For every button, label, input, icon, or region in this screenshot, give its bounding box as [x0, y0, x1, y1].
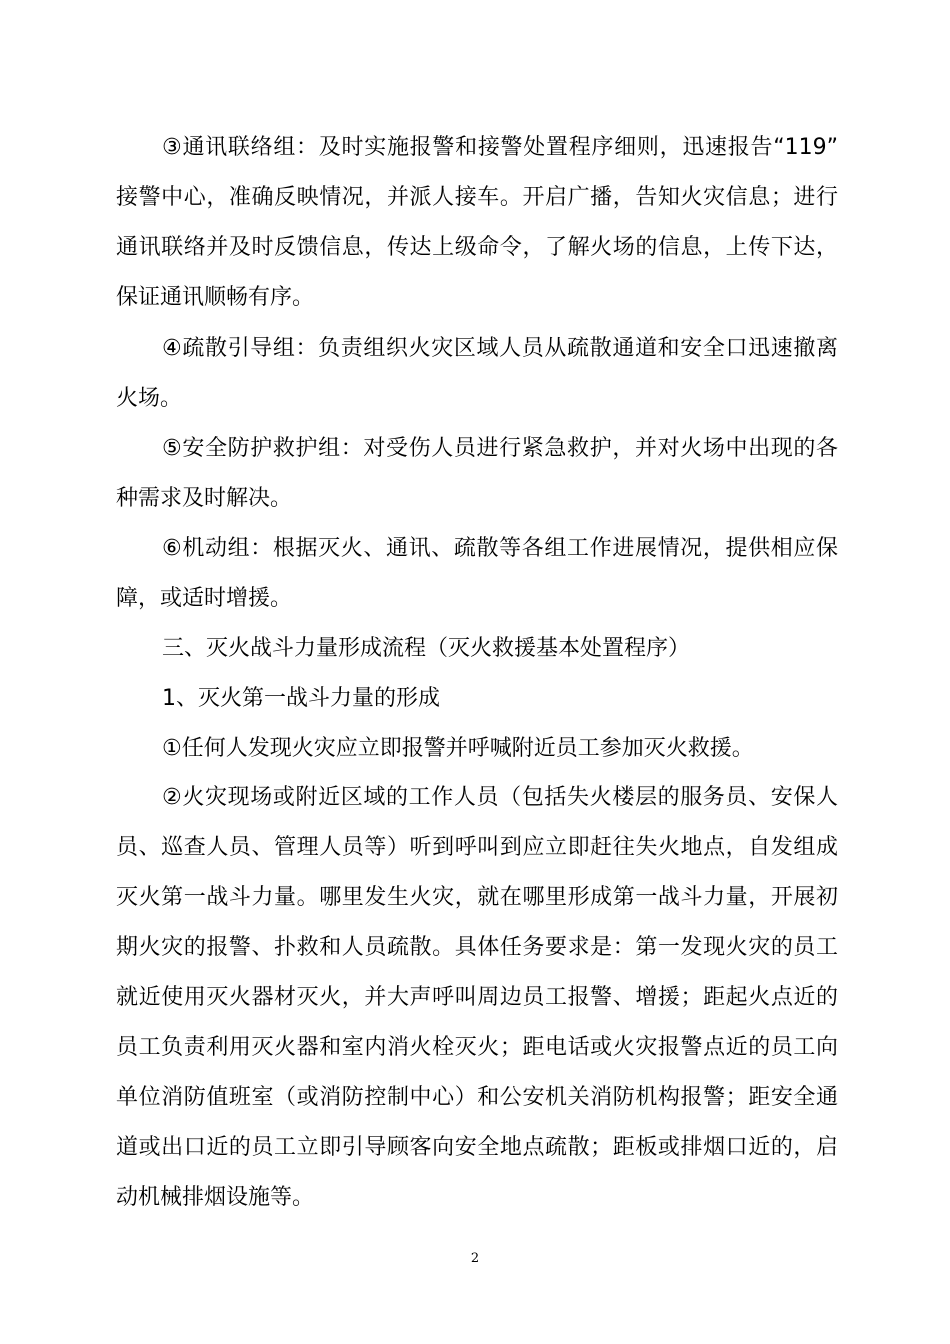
- section-heading: 三、灭火战斗力量形成流程（灭火救援基本处置程序）: [162, 636, 691, 661]
- paragraph-line: 就近使用灭火器材灭火，并大声呼叫周边员工报警、增援；距起火点近的: [116, 985, 838, 1010]
- subsection-heading: 1、灭火第一战斗力量的形成: [162, 686, 440, 711]
- paragraph-line: 障，或适时增援。: [116, 586, 293, 611]
- paragraph-line: 动机械排烟设施等。: [116, 1185, 315, 1210]
- paragraph-line: ①任何人发现火灾应立即报警并呼喊附近员工参加灭火救援。: [162, 736, 754, 761]
- paragraph-line: 灭火第一战斗力量。哪里发生火灾，就在哪里形成第一战斗力量，开展初: [116, 885, 838, 910]
- paragraph-line: ⑥机动组：根据灭火、通讯、疏散等各组工作进展情况，提供相应保: [162, 536, 838, 561]
- page-number: 2: [470, 1251, 480, 1266]
- paragraph-line: ③通讯联络组：及时实施报警和接警处置程序细则，迅速报告“119”: [162, 135, 838, 160]
- paragraph-line: 种需求及时解决。: [116, 486, 293, 511]
- paragraph-line: 接警中心，准确反映情况，并派人接车。开启广播，告知火灾信息；进行: [116, 185, 838, 210]
- paragraph-line: ②火灾现场或附近区域的工作人员（包括失火楼层的服务员、安保人: [162, 785, 838, 810]
- paragraph-line: ⑤安全防护救护组：对受伤人员进行紧急救护，并对火场中出现的各: [162, 436, 838, 461]
- paragraph-line: 道或出口近的员工立即引导顾客向安全地点疏散；距板或排烟口近的，启: [116, 1135, 838, 1160]
- paragraph-line: 员工负责利用灭火器和室内消火栓灭火；距电话或火灾报警点近的员工向: [116, 1035, 838, 1060]
- paragraph-line: 通讯联络并及时反馈信息，传达上级命令，了解火场的信息，上传下达，: [116, 235, 838, 260]
- paragraph-line: 单位消防值班室（或消防控制中心）和公安机关消防机构报警；距安全通: [116, 1085, 838, 1110]
- paragraph-line: 员、巡查人员、管理人员等）听到呼叫到应立即赶往失火地点，自发组成: [116, 835, 838, 860]
- paragraph-line: 保证通讯顺畅有序。: [116, 285, 315, 310]
- paragraph-line: ④疏散引导组：负责组织火灾区域人员从疏散通道和安全口迅速撤离: [162, 336, 838, 361]
- paragraph-line: 期火灾的报警、扑救和人员疏散。具体任务要求是：第一发现火灾的员工: [116, 935, 838, 960]
- paragraph-line: 火场。: [116, 386, 183, 411]
